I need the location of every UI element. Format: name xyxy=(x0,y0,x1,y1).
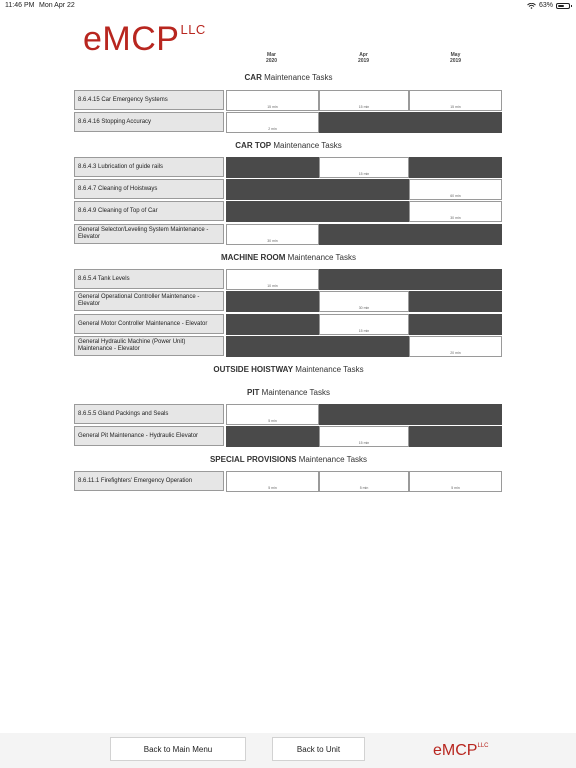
schedule-cell-blocked xyxy=(409,314,502,335)
schedule-cell-blocked xyxy=(409,426,502,447)
task-row xyxy=(74,201,502,222)
emcp-footer-logo: eMCP$^{LLC}$ xyxy=(433,742,489,759)
schedule-cell-blocked xyxy=(226,157,319,178)
status-date: Mon Apr 22 xyxy=(39,2,75,9)
task-row xyxy=(74,157,502,178)
task-label[interactable]: 8.6.5.4 Tank Levels xyxy=(74,269,224,289)
section-name: SPECIAL PROVISIONS xyxy=(209,455,297,464)
task-row xyxy=(74,90,502,111)
back-to-main-menu-button[interactable]: Back to Main Menu xyxy=(110,737,246,761)
schedule-cell-blocked xyxy=(409,112,502,133)
task-row xyxy=(74,224,502,245)
task-label[interactable]: 8.6.4.3 Lubrication of guide rails xyxy=(74,157,224,177)
schedule-cell-blocked xyxy=(409,291,502,312)
section-title xyxy=(75,388,502,397)
schedule-cell-blocked xyxy=(226,426,319,447)
schedule-cell-blocked xyxy=(409,224,502,245)
schedule-cell-due[interactable] xyxy=(409,471,502,492)
task-duration: 30 min xyxy=(358,306,370,310)
section-suffix: Maintenance Tasks xyxy=(273,141,342,150)
schedule-cell-due[interactable] xyxy=(226,90,319,111)
task-row xyxy=(74,112,502,133)
task-row xyxy=(74,291,502,312)
schedule-cell-blocked xyxy=(226,179,319,200)
task-label[interactable]: General Operational Controller Maintenance - Elevator xyxy=(74,291,224,311)
task-duration: 15 min xyxy=(358,105,370,109)
task-row xyxy=(74,426,502,447)
schedule-cell-due[interactable] xyxy=(319,426,409,447)
task-duration: 5 min xyxy=(359,486,369,490)
section-title xyxy=(75,73,502,82)
section-name: CAR xyxy=(244,73,262,82)
battery-percent: 63% xyxy=(538,2,553,9)
section-suffix: Maintenance Tasks xyxy=(287,253,357,262)
section-name: CAR TOP xyxy=(235,141,272,150)
task-duration: 60 min xyxy=(450,194,461,198)
schedule-cell-blocked xyxy=(319,224,409,245)
task-row xyxy=(74,471,502,492)
schedule-cell-blocked xyxy=(319,404,409,425)
section-title xyxy=(75,365,502,374)
task-duration: 10 min xyxy=(267,284,278,288)
schedule-cell-blocked xyxy=(226,314,319,335)
section-suffix: Maintenance Tasks xyxy=(295,365,364,374)
schedule-cell-due[interactable] xyxy=(226,404,319,425)
task-label[interactable]: General Motor Controller Maintenance - Elevator xyxy=(74,314,224,334)
schedule-cell-blocked xyxy=(319,112,409,133)
task-label[interactable]: General Selector/Leveling System Maintenance - Elevator xyxy=(74,224,224,244)
emcp-logo: eMCP$^{LLC}$ xyxy=(83,20,206,58)
schedule-cell-due[interactable] xyxy=(226,112,319,133)
task-duration: 5 min xyxy=(268,419,277,423)
task-label[interactable]: 8.6.4.15 Car Emergency Systems xyxy=(74,90,224,110)
month-header-1: Mar 2020 xyxy=(265,52,278,64)
section-suffix: Maintenance Tasks xyxy=(261,388,331,397)
section-title xyxy=(75,253,502,262)
task-duration: 5 min xyxy=(451,486,460,490)
schedule-cell-blocked xyxy=(319,336,409,357)
schedule-cell-due[interactable] xyxy=(319,157,409,178)
schedule-cell-blocked xyxy=(409,157,502,178)
schedule-cell-blocked xyxy=(409,404,502,425)
schedule-cell-due[interactable] xyxy=(409,201,502,222)
task-duration: 2 min xyxy=(268,127,277,131)
task-duration: 5 min xyxy=(268,486,277,490)
section-name: OUTSIDE HOISTWAY xyxy=(213,365,294,374)
task-duration: 15 min xyxy=(358,441,370,445)
month-header-3: May 2019 xyxy=(449,52,462,64)
task-row xyxy=(74,314,502,335)
month-header-2: Apr 2019 xyxy=(357,52,370,64)
task-row xyxy=(74,269,502,290)
schedule-cell-due[interactable] xyxy=(319,291,409,312)
schedule-cell-due[interactable] xyxy=(319,90,409,111)
back-to-unit-button[interactable]: Back to Unit xyxy=(272,737,365,761)
schedule-cell-blocked xyxy=(319,179,409,200)
task-row xyxy=(74,179,502,200)
task-label[interactable]: 8.6.11.1 Firefighters' Emergency Operation xyxy=(74,471,224,491)
section-suffix: Maintenance Tasks xyxy=(264,73,333,82)
task-row xyxy=(74,336,502,357)
task-duration: 15 min xyxy=(267,105,278,109)
schedule-cell-blocked xyxy=(226,336,319,357)
task-duration: 30 min xyxy=(267,239,278,243)
task-duration: 15 min xyxy=(450,105,461,109)
schedule-cell-blocked xyxy=(226,201,319,222)
task-label[interactable]: 8.6.5.5 Gland Packings and Seals xyxy=(74,404,224,424)
wifi-icon xyxy=(527,3,536,9)
task-row xyxy=(74,404,502,425)
task-label[interactable]: 8.6.4.7 Cleaning of Hoistways xyxy=(74,179,224,199)
schedule-cell-due[interactable] xyxy=(319,471,409,492)
task-label[interactable]: 8.6.4.9 Cleaning of Top of Car xyxy=(74,201,224,221)
task-label[interactable]: General Pit Maintenance - Hydraulic Elevator xyxy=(74,426,224,446)
section-title xyxy=(75,141,502,150)
status-time: 11:46 PM xyxy=(5,2,35,9)
section-title xyxy=(75,455,502,464)
task-duration: 20 min xyxy=(450,351,461,355)
section-name: MACHINE ROOM xyxy=(220,253,286,262)
schedule-cell-blocked xyxy=(409,269,502,290)
schedule-cell-blocked xyxy=(226,291,319,312)
task-label[interactable]: 8.6.4.16 Stopping Accuracy xyxy=(74,112,224,132)
schedule-cell-blocked xyxy=(319,269,409,290)
status-bar xyxy=(0,0,576,12)
schedule-cell-due[interactable] xyxy=(226,471,319,492)
schedule-cell-due[interactable] xyxy=(226,224,319,245)
schedule-cell-due[interactable] xyxy=(409,336,502,357)
task-duration: 30 min xyxy=(450,216,461,220)
schedule-cell-blocked xyxy=(319,201,409,222)
schedule-cell-due[interactable] xyxy=(409,90,502,111)
schedule-cell-due[interactable] xyxy=(226,269,319,290)
status-right xyxy=(527,2,570,9)
section-suffix: Maintenance Tasks xyxy=(298,455,368,464)
schedule-cell-due[interactable] xyxy=(319,314,409,335)
section-name: PIT xyxy=(246,388,260,397)
battery-icon xyxy=(556,3,570,9)
task-label[interactable]: General Hydraulic Machine (Power Unit) Maintenance - Elevator xyxy=(74,336,224,356)
schedule-cell-due[interactable] xyxy=(409,179,502,200)
task-duration: 15 min xyxy=(358,172,370,176)
task-duration: 15 min xyxy=(358,329,370,333)
